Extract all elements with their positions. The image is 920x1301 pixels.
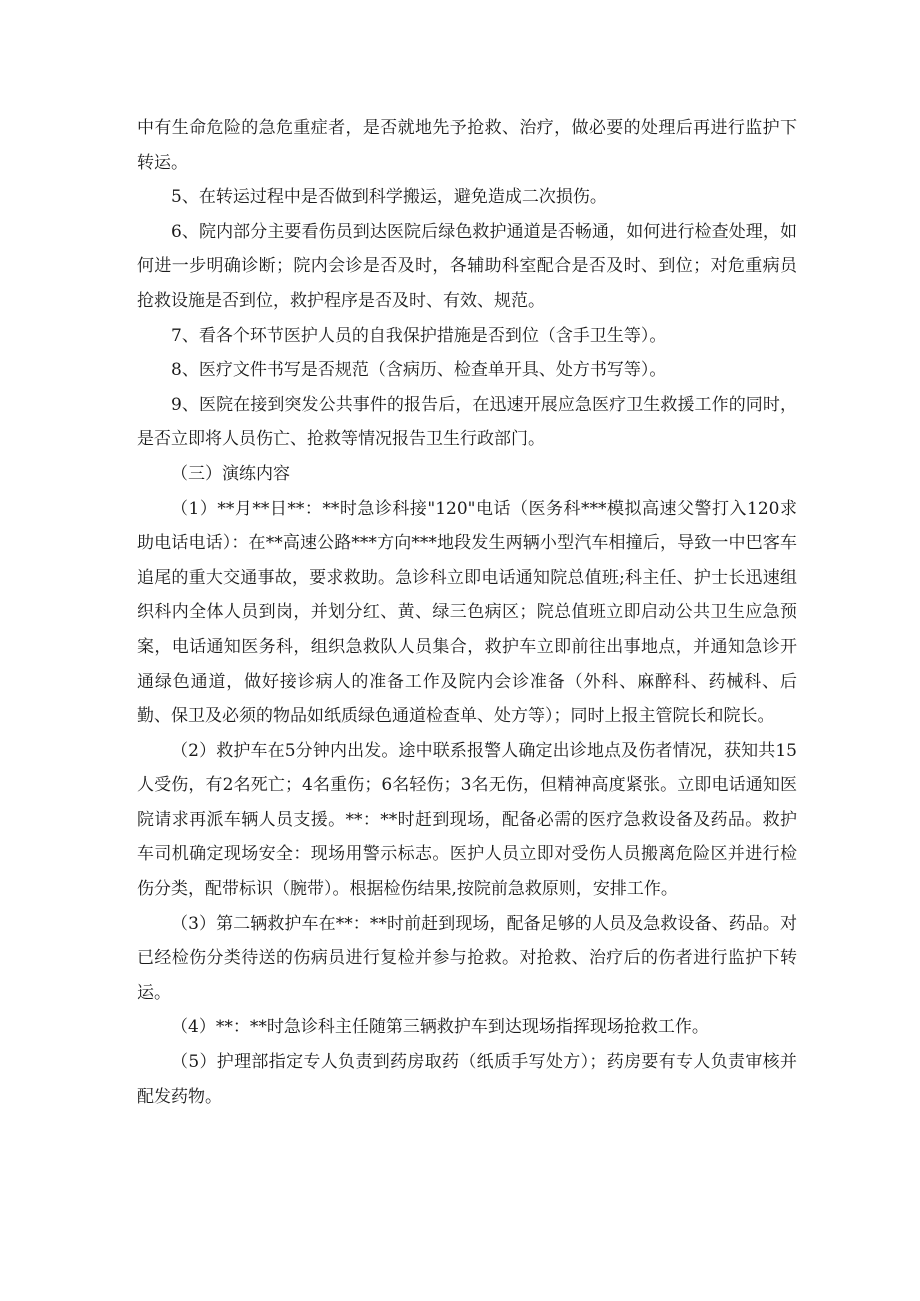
paragraph-item-9: 9、医院在接到突发公共事件的报告后，在迅速开展应急医疗卫生救援工作的同时，是否立即将人员伤亡、抢救等情况报告卫生行政部门。 — [137, 394, 797, 450]
paragraph-item-7: 7、看各个环节医护人员的自我保护措施是否到位（含手卫生等）。 — [171, 325, 667, 346]
drill-step-2: （2）救护车在5分钟内出发。途中联系报警人确定出诊地点及伤者情况，获知共15人受伤，有2名死亡；4名重伤；6名轻伤；3名无伤，但精神高度紧张。立即电话通知医院请求再派车辆人员支援。**：**时赶到现场，配备必需的医疗急救设备及药品。救护车司机确定现场安全：现场用警示标志。医护人员立即对受伤人员搬离危险区并进行检伤分类，配带标识（腕带）。根据检伤结果,按院前急救原则，安排工作。 — [137, 740, 797, 900]
paragraph-item-5: 5、在转运过程中是否做到科学搬运，避免造成二次损伤。 — [171, 187, 607, 208]
document-page — [137, 111, 797, 1114]
drill-step-3: （3）第二辆救护车在**：**时前赶到现场，配备足够的人员及急救设备、药品。对已经检伤分类待送的伤病员进行复检并参与抢救。对抢救、治疗后的伤者进行监护下转运。 — [137, 913, 797, 1003]
paragraph-continuation: 中有生命危险的急危重症者，是否就地先予抢救、治疗，做必要的处理后再进行监护下转运。 — [137, 118, 797, 173]
paragraph-item-8: 8、医疗文件书写是否规范（含病历、检查单开具、处方书写等）。 — [171, 360, 667, 381]
section-heading-drill-content: （三）演练内容 — [171, 463, 290, 484]
drill-step-5: （5）护理部指定专人负责到药房取药（纸质手写处方）；药房要有专人负责审核并配发药物。 — [137, 1052, 797, 1107]
drill-step-4: （4）**：**时急诊科主任随第三辆救护车到达现场指挥现场抢救工作。 — [171, 1017, 709, 1038]
paragraph-item-6: 6、院内部分主要看伤员到达医院后绿色救护通道是否畅通，如何进行检查处理，如何进一步明确诊断；院内会诊是否及时，各辅助科室配合是否及时、到位；对危重病员抢救设施是否到位，救护程序是否及时、有效、规范。 — [137, 221, 797, 311]
drill-step-1: （1）**月**日**：**时急诊科接"120"电话（医务科***模拟高速父警打入120求助电话电话）：在**高速公路***方向***地段发生两辆小型汽车相撞后，导致一中巴客车追尾的重大交通事故，要求救助。急诊科立即电话通知院总值班;科主任、护士长迅速组织科内全体人员到岗，并划分红、黄、绿三色病区；院总值班立即启动公共卫生应急预案，电话通知医务科，组织急救队人员集合，救护车立即前往出事地点，并通知急诊开通绿色通道，做好接诊病人的准备工作及院内会诊准备（外科、麻醉科、药械科、后勤、保卫及必须的物品如纸质绿色通道检查单、处方等）；同时上报主管院长和院长。 — [137, 498, 797, 727]
